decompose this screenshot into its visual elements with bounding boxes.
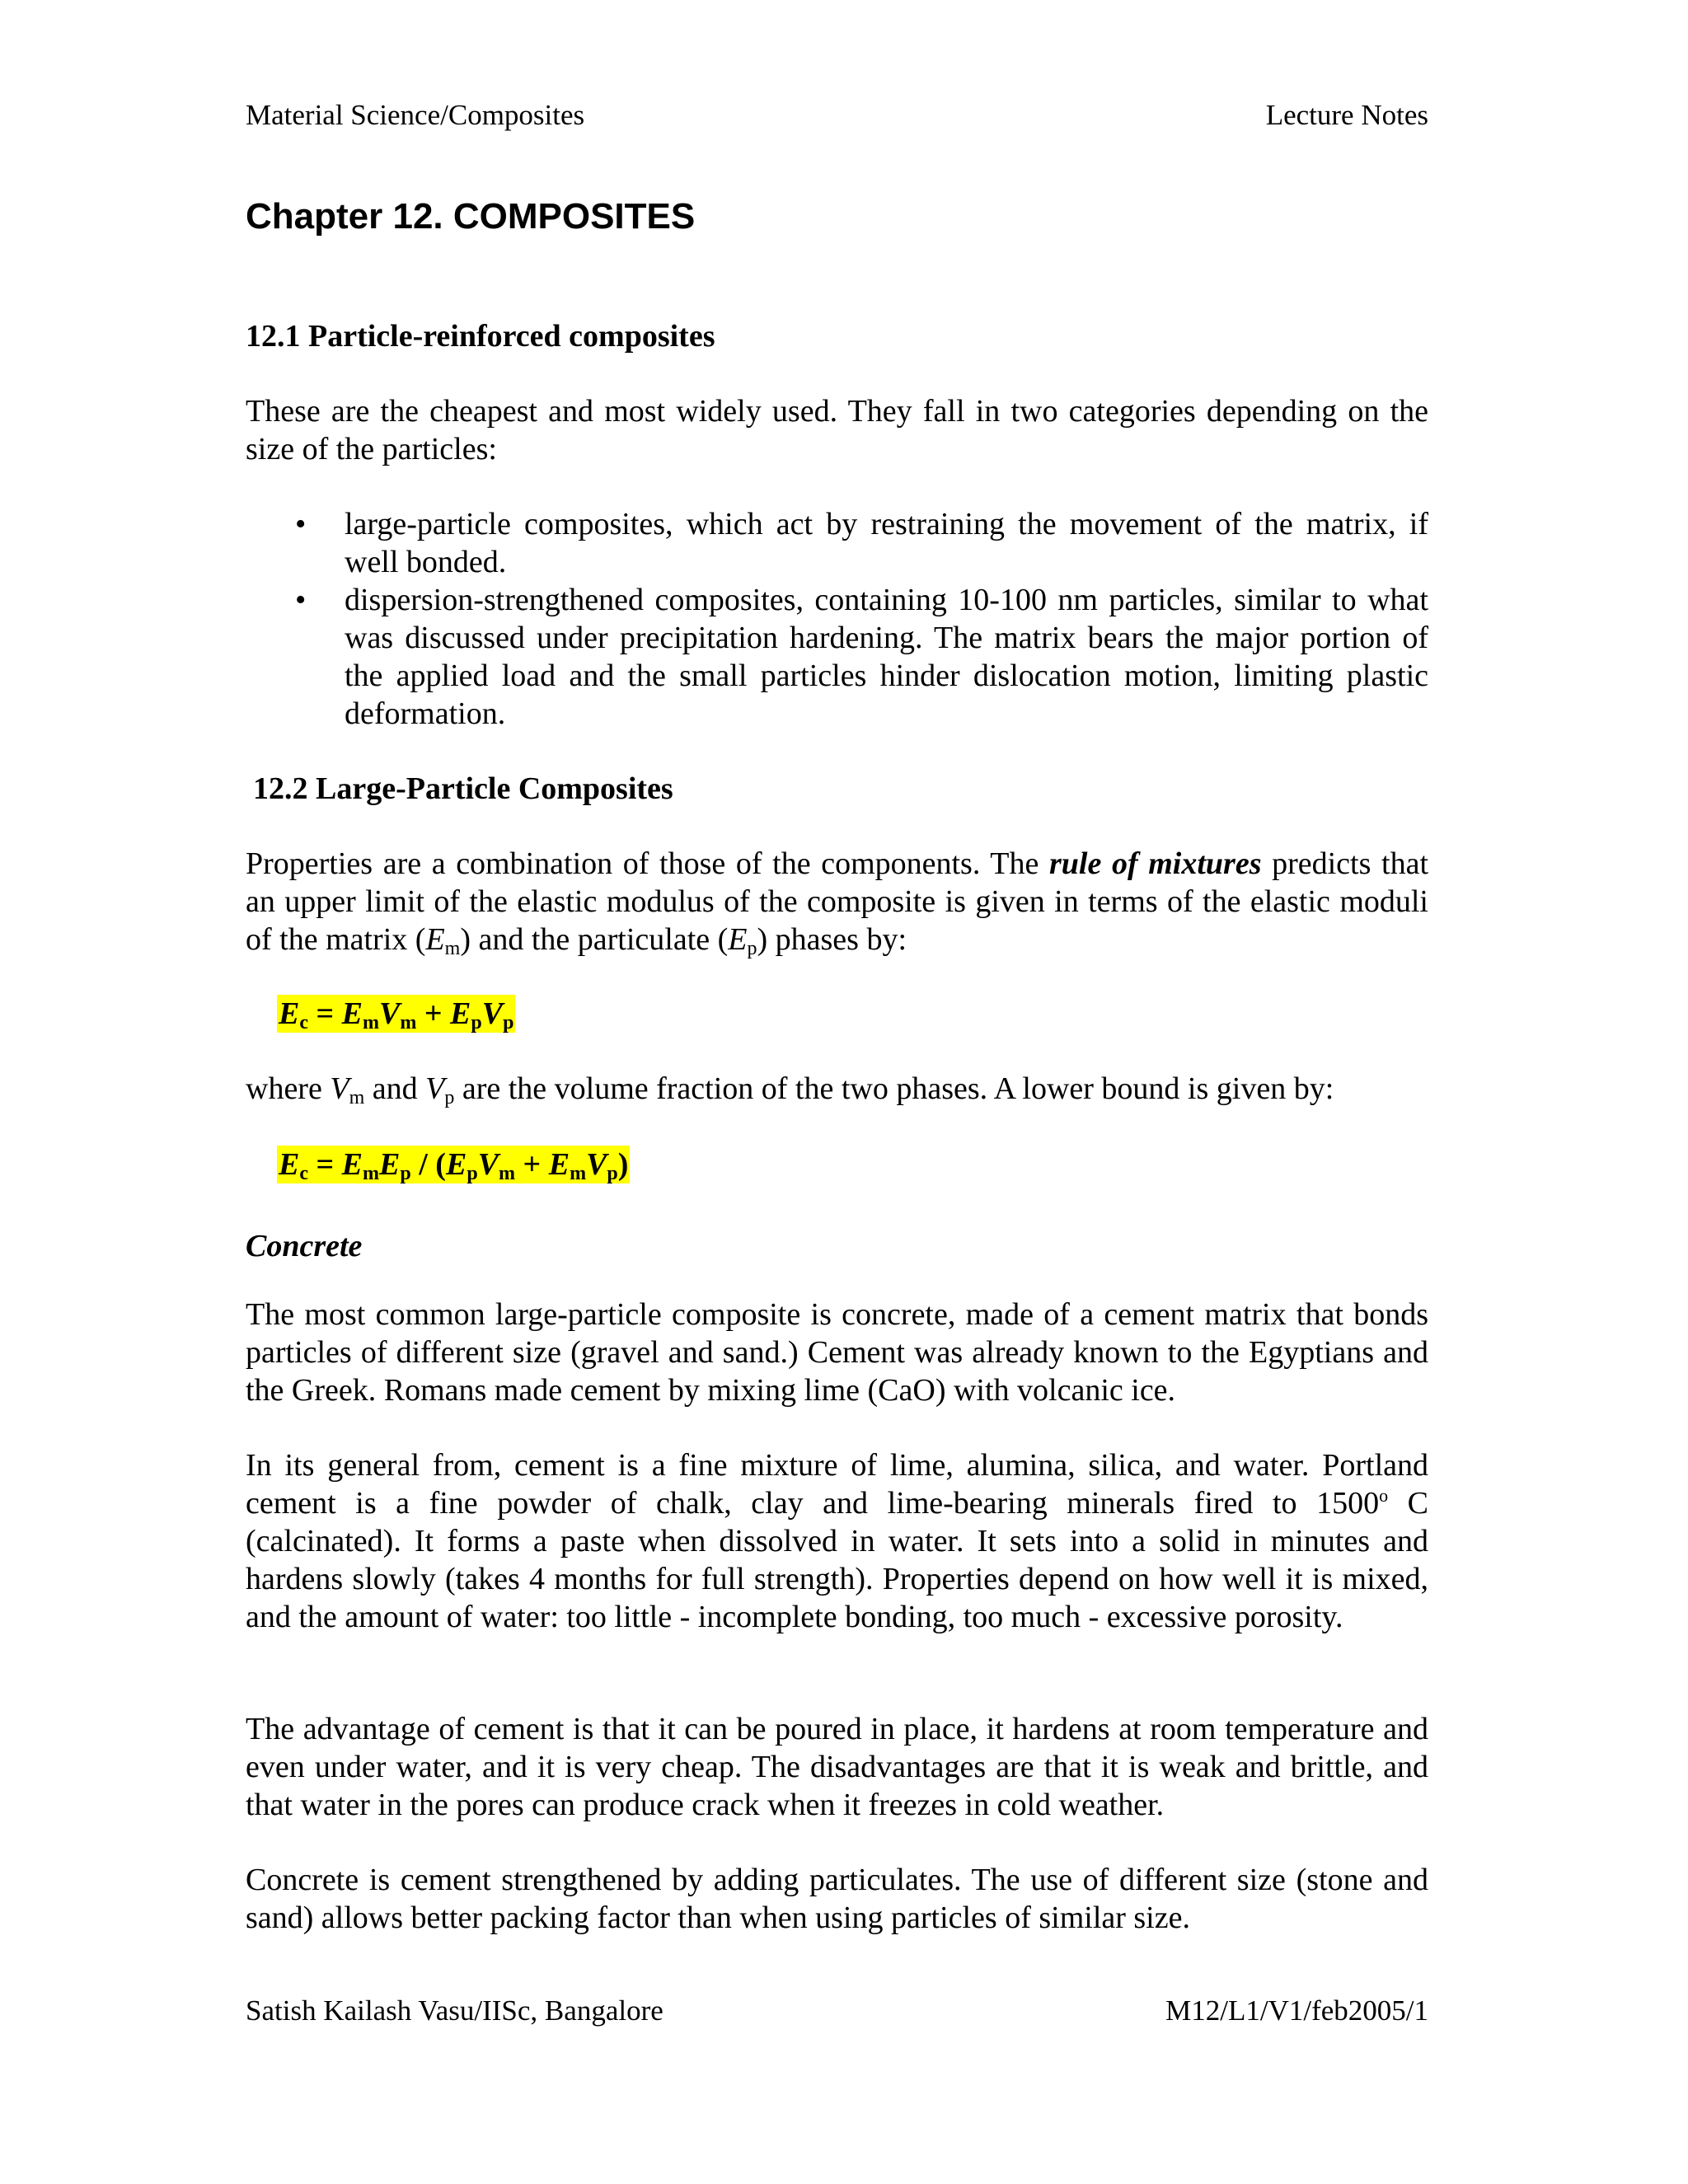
concrete-paragraph-2	[246, 1446, 1428, 1636]
eq-subscript: m	[363, 1012, 380, 1033]
list-item-text: large-particle composites, which act by restraining the movement of the matrix, if well bonded.	[345, 507, 1428, 579]
rule-of-mixtures-paragraph	[246, 845, 1428, 958]
degree-superscript: o	[1379, 1485, 1389, 1506]
eq-subscript: m	[363, 1163, 380, 1184]
eq-symbol: E	[379, 1147, 401, 1182]
eq-symbol: V	[379, 996, 401, 1031]
text-run: ) and the particulate (	[460, 922, 729, 957]
concrete-paragraph-1: The most common large-particle composite is concrete, made of a cement matrix that bonds particles of different size (gravel and sand.) Cement was already known to the Egyptians and the Greek. Romans made cement by mixing lime (CaO) with volcanic ice.	[246, 1297, 1428, 1408]
eq-subscript: c	[299, 1163, 309, 1184]
section-intro-paragraph: These are the cheapest and most widely used. They fall in two categories depending on the size of the particles:	[246, 394, 1428, 466]
list-item-text: dispersion-strengthened composites, containing 10-100 nm particles, similar to what was discussed under precipitation hardening. The matrix bears the major portion of the applied load and the small particles hinder dislocation motion, limiting plastic deformation.	[345, 583, 1428, 731]
eq-symbol: V	[481, 996, 504, 1031]
eq-subscript: p	[400, 1163, 411, 1184]
bullet-icon: •	[295, 507, 307, 541]
chapter-title: Chapter 12. COMPOSITES	[246, 196, 696, 237]
section-heading-12-2: 12.2 Large-Particle Composites	[253, 771, 673, 806]
text-run: In its general from, cement is a fine mixture of lime, alumina, silica, and water. Portland cement is a fine powder of chalk, clay and lime-bearing minerals fired to 1500	[246, 1448, 1428, 1521]
eq-symbol: E	[445, 1147, 467, 1182]
footer-left: Satish Kailash Vasu/IISc, Bangalore	[246, 1994, 663, 2027]
equation-upper-bound	[277, 995, 515, 1033]
text-run: are the volume fraction of the two phases. A lower bound is given by:	[454, 1071, 1334, 1106]
eq-symbol: E	[279, 996, 300, 1031]
eq-operator: =	[308, 1147, 342, 1182]
concrete-heading: Concrete	[246, 1229, 363, 1263]
eq-subscript: c	[299, 1012, 309, 1033]
text-run: Properties are a combination of those of the components. The	[246, 846, 1049, 881]
eq-symbol: E	[450, 996, 471, 1031]
subscript: m	[349, 1087, 365, 1108]
text-run: where	[246, 1071, 331, 1106]
eq-subscript: p	[607, 1163, 618, 1184]
eq-operator: +	[416, 996, 451, 1031]
eq-subscript: p	[503, 1012, 514, 1033]
symbol-V: V	[425, 1071, 445, 1106]
eq-subscript: m	[499, 1163, 516, 1184]
equation-lower-bound	[277, 1146, 630, 1183]
list-item	[246, 581, 1428, 733]
eq-operator: =	[308, 996, 342, 1031]
text-run: ) phases by:	[757, 922, 907, 957]
eq-subscript: m	[400, 1012, 417, 1033]
eq-symbol: E	[341, 996, 363, 1031]
eq-symbol: V	[477, 1147, 499, 1182]
concrete-paragraph-3: The advantage of cement is that it can be poured in place, it hardens at room temperature and even under water, and it is very cheap. The disadvantages are that it is weak and brittle, and that water in the pores can produce crack when it freezes in cold weather.	[246, 1712, 1428, 1822]
eq-symbol: E	[548, 1147, 570, 1182]
footer-right: M12/L1/V1/feb2005/1	[1165, 1994, 1428, 2027]
symbol-V: V	[330, 1071, 349, 1106]
bullet-list	[246, 505, 1428, 733]
eq-subscript: p	[471, 1012, 482, 1033]
list-item	[246, 505, 1428, 581]
eq-symbol: E	[341, 1147, 363, 1182]
eq-operator: +	[515, 1147, 549, 1182]
eq-symbol: E	[279, 1147, 300, 1182]
eq-symbol: V	[586, 1147, 607, 1182]
subscript: m	[444, 938, 461, 959]
text-run: predicts that an upper limit of the elastic modulus of the composite is given in terms of the elastic moduli of the matrix (	[246, 846, 1428, 957]
bullet-icon: •	[295, 583, 307, 617]
subscript: p	[747, 938, 757, 959]
eq-operator: )	[617, 1147, 629, 1182]
header-right: Lecture Notes	[1265, 99, 1428, 131]
eq-operator: / (	[410, 1147, 446, 1182]
symbol-E: E	[425, 922, 445, 957]
eq-subscript: m	[570, 1163, 587, 1184]
emphasis-rule-of-mixtures: rule of mixtures	[1048, 846, 1262, 881]
subscript: p	[444, 1087, 455, 1108]
concrete-paragraph-4: Concrete is cement strengthened by adding particulates. The use of different size (stone and sand) allows better packing factor than when using particles of similar size.	[246, 1863, 1428, 1935]
text-run: C (calcinated). It forms a paste when dissolved in water. It sets into a solid in minutes and hardens slowly (takes 4 months for full strength). Properties depend on how well it is mixed, and the amount of water: too little - incomplete bonding, too much - excessive porosity.	[246, 1486, 1428, 1634]
text-run: and	[364, 1071, 426, 1106]
volume-fraction-paragraph	[246, 1070, 1428, 1108]
symbol-E: E	[728, 922, 748, 957]
eq-subscript: p	[467, 1163, 478, 1184]
header-left: Material Science/Composites	[246, 99, 585, 131]
section-heading-12-1: 12.1 Particle-reinforced composites	[246, 319, 715, 354]
